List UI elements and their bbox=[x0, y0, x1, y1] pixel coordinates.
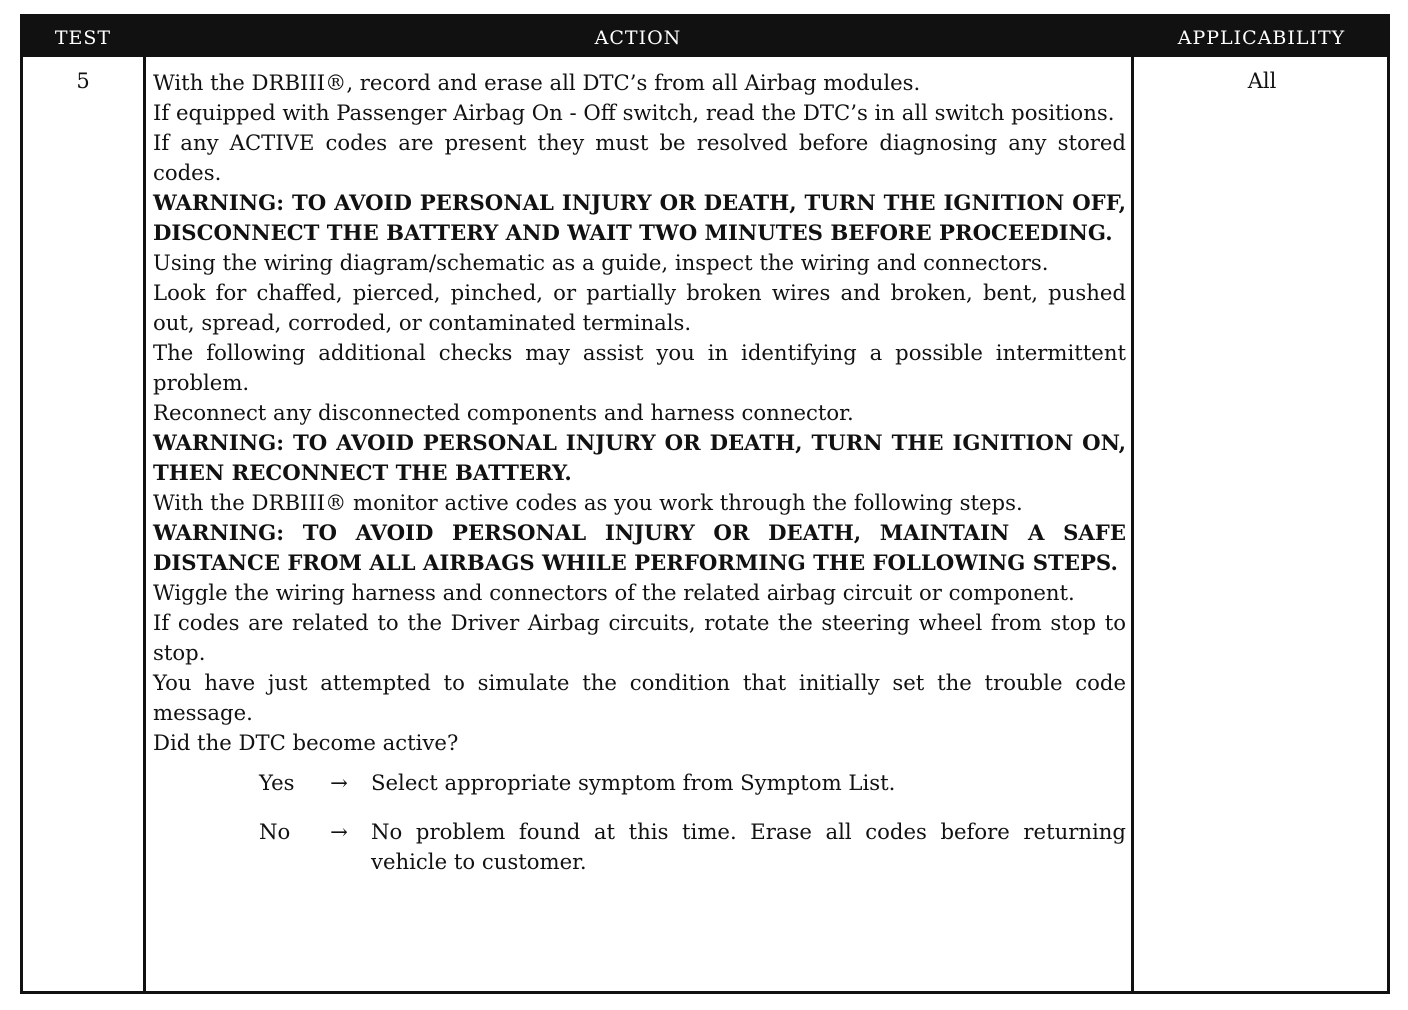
action-paragraphs bbox=[153, 68, 1126, 728]
instruction-paragraph: Using the wiring diagram/schematic as a guide, inspect the wiring and connectors. bbox=[153, 250, 1049, 275]
instruction-paragraph: Reconnect any disconnected components and harness connector. bbox=[153, 400, 854, 425]
warning-paragraph: WARNING: TO AVOID PERSONAL INJURY OR DEATH, TURN THE IGNITION ON, THEN RECONNECT THE BATTERY. bbox=[153, 430, 1126, 485]
diagnostic-test-table bbox=[20, 14, 1390, 994]
column-divider-test-action bbox=[143, 57, 146, 991]
instruction-paragraph: Look for chaffed, pierced, pinched, or partially broken wires and broken, bent, pushed out, spread, corroded, or contaminated terminals. bbox=[153, 280, 1126, 335]
instruction-paragraph: With the DRBIII®, record and erase all DTC’s from all Airbag modules. bbox=[153, 70, 921, 95]
choice-key: No bbox=[259, 819, 291, 844]
action-cell bbox=[153, 68, 1126, 896]
applicability-value: All bbox=[1247, 69, 1277, 93]
instruction-paragraph: You have just attempted to simulate the condition that initially set the trouble code message. bbox=[153, 670, 1126, 725]
header-test: TEST bbox=[54, 27, 112, 49]
choice-yes bbox=[259, 768, 1126, 798]
table-header bbox=[23, 17, 1387, 57]
warning-paragraph: WARNING: TO AVOID PERSONAL INJURY OR DEATH, MAINTAIN A SAFE DISTANCE FROM ALL AIRBAGS WHILE PERFORMING THE FOLLOWING STEPS. bbox=[153, 520, 1126, 575]
instruction-paragraph: If equipped with Passenger Airbag On - Off switch, read the DTC’s in all switch positions. bbox=[153, 100, 1115, 125]
choice-key: Yes bbox=[259, 770, 295, 795]
instruction-paragraph: Wiggle the wiring harness and connectors of the related airbag circuit or component. bbox=[153, 580, 1075, 605]
column-divider-action-applicability bbox=[1131, 57, 1134, 991]
header-action: ACTION bbox=[594, 27, 682, 49]
instruction-paragraph: With the DRBIII® monitor active codes as you work through the following steps. bbox=[153, 490, 1023, 515]
instruction-paragraph: The following additional checks may assist you in identifying a possible intermittent problem. bbox=[153, 340, 1126, 395]
answer-choices bbox=[153, 768, 1126, 877]
arrow-right-icon: → bbox=[330, 770, 348, 795]
choice-text: Select appropriate symptom from Symptom List. bbox=[371, 770, 896, 795]
instruction-paragraph: If codes are related to the Driver Airbag circuits, rotate the steering wheel from stop to stop. bbox=[153, 610, 1126, 665]
header-applicability: APPLICABILITY bbox=[1177, 27, 1346, 49]
question: Did the DTC become active? bbox=[153, 730, 459, 755]
test-number: 5 bbox=[76, 69, 90, 93]
arrow-right-icon: → bbox=[330, 819, 348, 844]
warning-paragraph: WARNING: TO AVOID PERSONAL INJURY OR DEATH, TURN THE IGNITION OFF, DISCONNECT THE BATTERY AND WAIT TWO MINUTES BEFORE PROCEEDING. bbox=[153, 190, 1126, 245]
choice-text: No problem found at this time. Erase all codes before returning vehicle to customer. bbox=[371, 819, 1126, 874]
instruction-paragraph: If any ACTIVE codes are present they must be resolved before diagnosing any stored codes. bbox=[153, 130, 1126, 185]
choice-no bbox=[259, 817, 1126, 877]
